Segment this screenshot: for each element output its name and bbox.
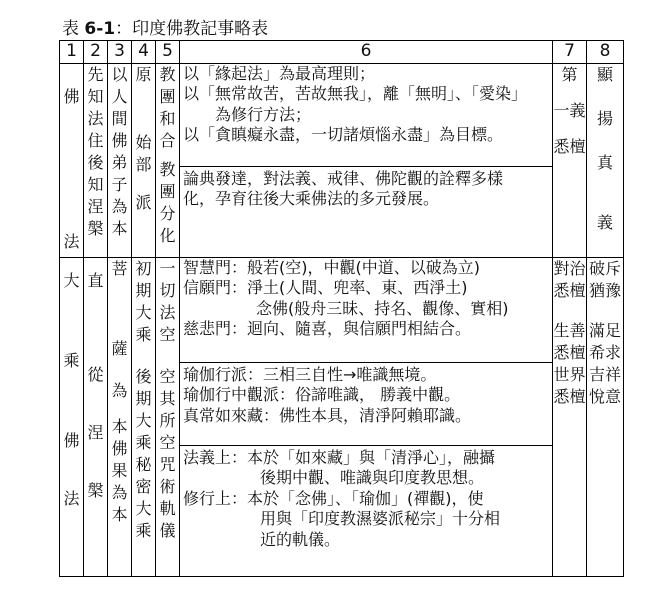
col5-b: 教團分化 bbox=[159, 160, 176, 245]
col4-c: 派 bbox=[135, 193, 152, 212]
col8-d: 義 bbox=[596, 213, 613, 232]
table-title bbox=[62, 14, 268, 39]
text-line: 用與「印度教濕婆派秘宗」十分相 bbox=[260, 509, 501, 529]
header-row bbox=[60, 41, 624, 64]
col3-e: 佛果為本 bbox=[111, 439, 128, 524]
col5-a: 一切法空 bbox=[159, 259, 176, 344]
text-line: 後期中觀、唯識與印度教思想。 bbox=[260, 468, 485, 488]
text-line: 真常如來藏：佛性本具，清淨阿賴耶識。 bbox=[183, 405, 472, 425]
col1-char: 佛 bbox=[63, 431, 80, 450]
text-line: 瑜伽行中觀派：俗諦唯識， 勝義中觀。 bbox=[183, 385, 461, 405]
text-line: 以「貪瞋癡永盡，一切諸煩惱永盡」為目標。 bbox=[183, 125, 504, 145]
col4-a: 初期大乘 bbox=[135, 259, 152, 344]
buddhism-chronology-table bbox=[59, 40, 624, 577]
title-prefix: 表 bbox=[62, 19, 85, 39]
col5-b: 空其所空 bbox=[159, 367, 176, 452]
text-line: 法義上：本於「如來藏」與「清淨心」，融攝 bbox=[183, 448, 496, 467]
col3-cell bbox=[108, 258, 132, 577]
text-line: 論典發達，對法義、戒律、佛陀觀的詮釋多樣 bbox=[183, 169, 504, 188]
col5-a: 教團和合 bbox=[159, 65, 176, 150]
text-line: 慈悲門：迴向、隨喜，與信願門相結合。 bbox=[183, 319, 472, 339]
col2-cell bbox=[84, 258, 108, 577]
col3-b: 薩 bbox=[111, 339, 128, 358]
early-buddhism-row bbox=[60, 64, 624, 258]
col3-d: 本 bbox=[111, 417, 128, 436]
col2-char: 槃 bbox=[87, 481, 104, 500]
title-number: 6-1 bbox=[84, 19, 116, 39]
col2-cell bbox=[84, 64, 108, 258]
col8-a: 破斥猶豫 bbox=[588, 259, 621, 300]
col4-cell bbox=[132, 64, 156, 258]
col7-b: 生善悉檀 bbox=[553, 321, 586, 362]
early-mahayana-block bbox=[180, 258, 552, 363]
header-cell: 3 bbox=[108, 41, 132, 64]
header-cell: 2 bbox=[84, 41, 108, 64]
text-line: 修行上：本於「念佛」、「瑜伽」(禪觀)，使 bbox=[183, 488, 484, 508]
col4-b: 後期大乘 bbox=[135, 367, 152, 452]
col3-text: 以人間佛弟子為本 bbox=[111, 65, 128, 238]
header-cell: 5 bbox=[156, 41, 180, 64]
col5-cell bbox=[156, 64, 180, 258]
text-line: 念佛(般舟三昧、持名、觀像、實相) bbox=[256, 298, 509, 318]
col6-cell bbox=[180, 64, 553, 258]
col1-char: 法 bbox=[63, 489, 80, 508]
col3-cell bbox=[108, 64, 132, 258]
col8-c: 真 bbox=[596, 153, 613, 172]
col8-cell bbox=[587, 258, 624, 577]
text-line: 為修行方法； bbox=[215, 104, 312, 124]
text-line: 化，孕育往後大乘佛法的多元發展。 bbox=[183, 189, 440, 209]
col1-bottom: 法 bbox=[63, 232, 80, 251]
mahayana-row bbox=[60, 258, 624, 577]
col8-b: 揚 bbox=[596, 109, 613, 128]
col1-char: 乘 bbox=[63, 351, 80, 370]
esoteric-block bbox=[180, 446, 552, 550]
text-line: 以「無常故苦，苦故無我」，離「無明」、「愛染」 bbox=[183, 84, 528, 104]
col4-c: 秘密大乘 bbox=[135, 455, 152, 540]
text-line: 信願門：淨土(人間、兜率、東、西淨土) bbox=[183, 278, 468, 298]
col7-a: 第 bbox=[561, 65, 578, 84]
col5-c: 咒術軌儀 bbox=[159, 455, 176, 540]
col7-b: 一義 bbox=[553, 101, 586, 120]
text-line: 智慧門：般若(空)，中觀(中道、以破為立) bbox=[183, 258, 480, 277]
late-mahayana-block bbox=[180, 363, 552, 446]
col7-a: 對治悉檀 bbox=[553, 259, 586, 300]
text-line: 近的軌儀。 bbox=[260, 529, 341, 549]
text-line: 瑜伽行派：三相三自性→唯識無境。 bbox=[183, 365, 437, 384]
header-cell: 6 bbox=[180, 41, 553, 64]
col4-b: 始部 bbox=[135, 133, 152, 174]
title-text: ：印度佛教記事略表 bbox=[115, 19, 269, 39]
col8-cell bbox=[587, 64, 624, 258]
col5-cell bbox=[156, 258, 180, 577]
col2-text: 先知法住後知涅槃 bbox=[87, 65, 104, 238]
col8-c: 吉祥悅意 bbox=[588, 365, 621, 406]
col7-c: 悉檀 bbox=[553, 137, 586, 156]
col3-a: 菩 bbox=[111, 259, 128, 278]
col4-cell bbox=[132, 258, 156, 577]
schools-block bbox=[180, 167, 552, 210]
col7-c: 世界悉檀 bbox=[553, 365, 586, 406]
text-line: 以「緣起法」為最高理則； bbox=[183, 64, 376, 83]
col1-cell bbox=[60, 64, 84, 258]
col4-a: 原 bbox=[135, 65, 152, 84]
header-cell: 4 bbox=[132, 41, 156, 64]
header-cell: 8 bbox=[587, 41, 624, 64]
col7-cell bbox=[553, 64, 587, 258]
col2-char: 從 bbox=[87, 365, 104, 384]
col3-c: 為 bbox=[111, 381, 128, 400]
col1-cell bbox=[60, 258, 84, 577]
header-cell: 1 bbox=[60, 41, 84, 64]
col8-a: 顯 bbox=[596, 65, 613, 84]
col7-cell bbox=[553, 258, 587, 577]
doctrine-block bbox=[180, 64, 552, 167]
col1-char: 大 bbox=[63, 271, 80, 290]
col8-b: 滿足希求 bbox=[588, 321, 621, 362]
col2-char: 涅 bbox=[87, 423, 104, 442]
col2-char: 直 bbox=[87, 271, 104, 290]
col1-top: 佛 bbox=[63, 87, 80, 106]
col6-cell bbox=[180, 258, 553, 577]
header-cell: 7 bbox=[553, 41, 587, 64]
